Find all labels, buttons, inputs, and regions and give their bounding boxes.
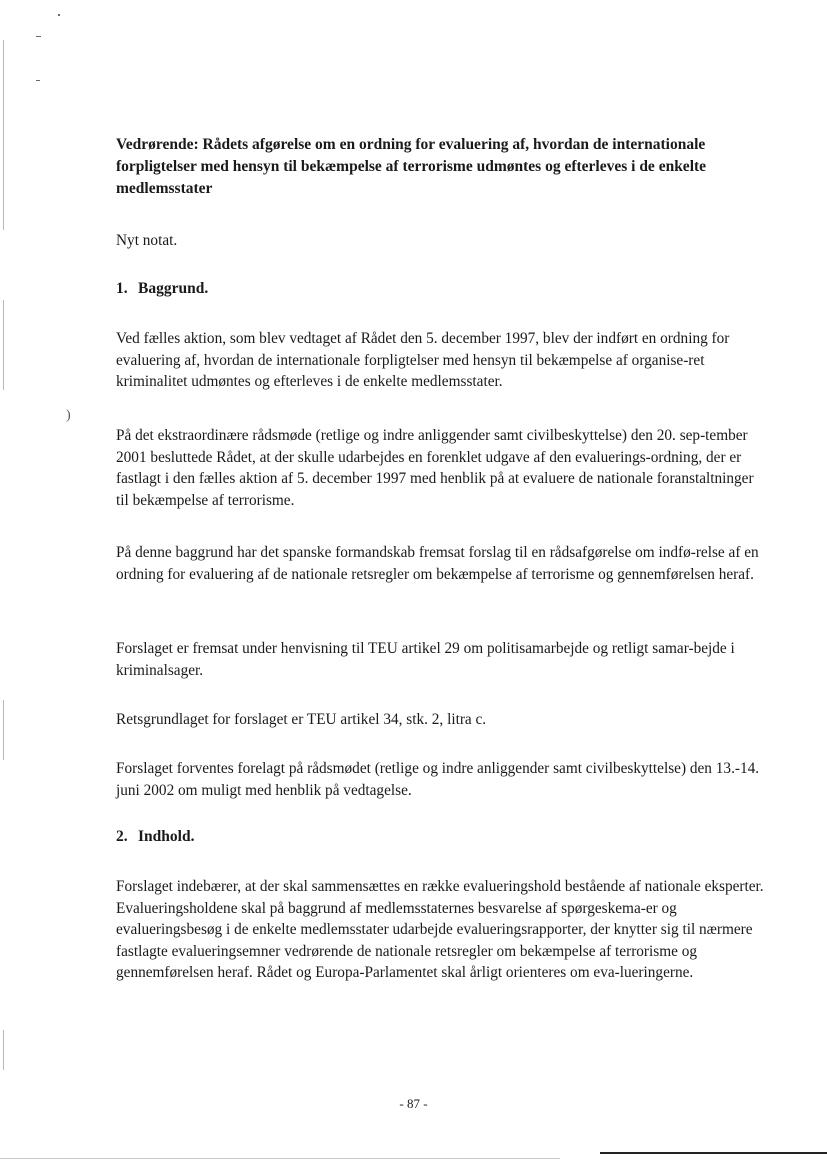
scan-left-edge xyxy=(3,700,4,760)
section-heading-baggrund xyxy=(116,278,766,300)
section-number: 2. xyxy=(116,828,128,845)
scan-bracket-mark: ) xyxy=(66,408,71,423)
scan-speck xyxy=(58,14,60,16)
note-text: Nyt notat. xyxy=(116,232,178,249)
paragraph: På det ekstraordinære rådsmøde (retlige og indre anliggender samt civilbeskyttelse) den 20. sep-tember 2001 besluttede Rådet, at der skulle udarbejdes en forenklet udgave af den evaluerings-ordning, der er fastlagt i den fælles aktion af 5. december 1997 med henblik på at evaluere de nationale foranstaltninger til bekæmpelse af terrorisme. xyxy=(116,427,754,509)
paragraph: Forslaget er fremsat under henvisning til TEU artikel 29 om politisamarbejde og retligt samar-bejde i kriminalsager. xyxy=(116,640,735,679)
scan-left-edge xyxy=(3,300,4,390)
section-number: 1. xyxy=(116,280,128,297)
paragraph: Retsgrundlaget for forslaget er TEU artikel 34, stk. 2, litra c. xyxy=(116,711,487,728)
paragraph: På denne baggrund har det spanske formandskab fremsat forslag til en rådsafgørelse om indfø-relse af en ordning for evaluering af de nationale retsregler om bekæmpelse af terrorisme og gennemførelsen heraf. xyxy=(116,544,759,583)
section-heading-indhold xyxy=(116,826,766,848)
scan-left-edge xyxy=(3,40,4,230)
page-number: - 87 - xyxy=(399,1096,428,1111)
paragraph: Ved fælles aktion, som blev vedtaget af Rådet den 5. december 1997, blev der indført en ordning for evaluering af, hvordan de internationale forpligtelser med hensyn til bekæmpelse af organise-ret kriminalitet udmøntes og efterleves i de enkelte medlemsstater. xyxy=(116,330,730,390)
section-title: Baggrund. xyxy=(138,280,209,297)
scan-left-edge xyxy=(3,1030,4,1070)
scan-speck xyxy=(36,80,40,81)
paragraph: Forslaget forventes forelagt på rådsmødet (retlige og indre anliggender samt civilbeskyttelse) den 13.-14. juni 2002 om muligt med henblik på vedtagelse. xyxy=(116,760,760,799)
scan-speck xyxy=(36,36,41,37)
document-title: Vedrørende: Rådets afgørelse om en ordning for evaluering af, hvordan de internationale forpligtelser med hensyn til bekæmpelse af terrorisme udmøntes og efterleves i de enkelte medlemsstater xyxy=(116,136,707,197)
scan-bottom-rule-faint xyxy=(0,1158,560,1159)
paragraph: Forslaget indebærer, at der skal sammensættes en række evalueringshold bestående af nationale eksperter. Evalueringsholdene skal på baggrund af medlemsstaternes besvarelse af spørgeskema-er og evalueringsbesøg i de enkelte medlemsstater udarbejde evalueringsrapporter, der knytter sig til nærmere fastlagte evalueringsemner vedrørende de nationale retsregler om bekæmpelse af terrorisme og gennemførelsen heraf. Rådet og Europa-Parlamentet skal årligt orienteres om eva-lueringerne. xyxy=(116,878,764,981)
section-title: Indhold. xyxy=(138,828,195,845)
scan-bottom-rule xyxy=(600,1152,827,1154)
